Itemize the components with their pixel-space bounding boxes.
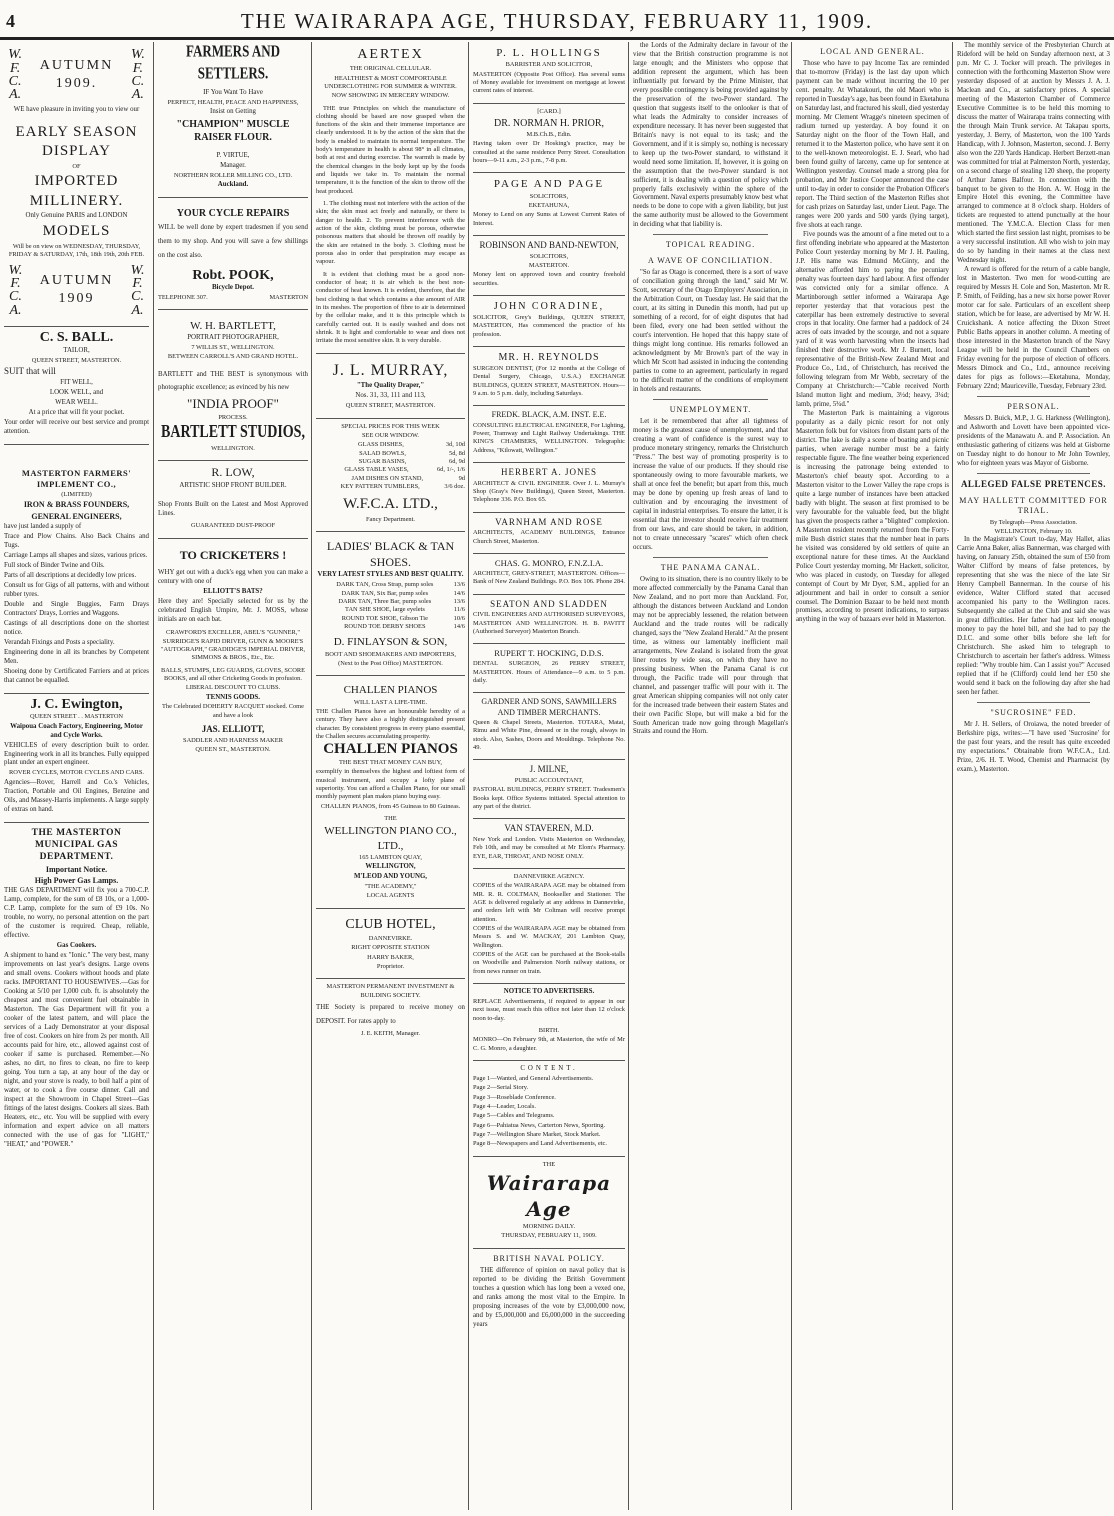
- gas-notice: Important Notice.: [45, 864, 108, 874]
- cricket-balls: BALLS, STUMPS, LEG GUARDS, GLOVES, SCORE BOOKS, and all other Cricketing Goods in profusion.: [161, 666, 305, 682]
- farmers-header: FARMERS AND SETTLERS.: [185, 42, 280, 83]
- naval-policy-heading: BRITISH NAVAL POLICY.: [493, 1253, 605, 1263]
- bartlett-between: BETWEEN CARROLL'S AND GRAND HOTEL.: [167, 353, 299, 361]
- reynolds-card: [473, 347, 625, 406]
- section-rule: [977, 396, 1090, 397]
- content-item: Page 7—Wellington Share Market, Stock Market.: [473, 1130, 601, 1138]
- farmers-item: Double and Single Buggies, Farm Drays Contractors' Drays, Lorries and Waggons.: [4, 600, 149, 617]
- hollings-card: [473, 42, 625, 104]
- pook-trade: Bicycle Depot.: [211, 284, 255, 292]
- local-continued: The monthly service of the Presbyterian Church at Rideford will be held on Sunday afternoon next, at 3 p.m. Mr C. J. Tocker will preach. The privileges in connection with the forthcoming Masterton Show were yesterday disposed of at auction by Messrs J. A. J. Maclean and Co., at satisfactory prices. A special meeting of the Masterton Chamber of Commerce Executive Committee is to be held this morning to discuss the matter of Wairarapa trains connecting with the through Main Trunk service. At Takapau sports, yesterday, J. Berry, of Masterton, won the 100 Yards Handicap, with J. Johnson, Masterton, second. J. Berry also won the 220 Yards Handicap. Herbert Berzett-man was committed for trial at Palmerston North, yesterday, on a second charge of stealing 120 sheep, the property of Arthur James Balfour. In connection with the banquet to be given to the Hon. A. W. Hogg in the Empire Hotel this evening, the Committee have arranged to commence at 8 o'clock sharp. Holders of tickets are requested to attend punctually at the hour mentioned. The Y.M.C.A. Election Class for men which started the first session last night, promises to be a very successful institution. All who wish to join may do so by handing in their names at the class next Wednesday night.: [957, 42, 1110, 265]
- tennis-goods: TENNIS GOODS.: [206, 693, 260, 701]
- advertisers-notice: [473, 984, 625, 1061]
- finlayson-name: D. FINLAYSON & SON,: [333, 636, 448, 649]
- ball-line: WEAR WELL.: [55, 399, 98, 407]
- monro-text: ARCHITECT, GREY-STREET, MASTERTON. Offices—Bank of New Zealand Buildings. P.O. Box 106. Phone 284.: [473, 569, 625, 586]
- imported-millinery-heading: IMPORTED MILLINERY.: [29, 173, 124, 209]
- birth-title: BIRTH.: [538, 1026, 560, 1034]
- wpc-address: 165 LAMBTON QUAY,: [359, 853, 422, 861]
- bartlett-wellington: WELLINGTON.: [211, 444, 255, 452]
- sucrosine-text: Mr J. H. Sellers, of Oroiawa, the noted breeder of Berkshire pigs, writes:—"I have used 'Sucrosine' for the past four years, and the result has quite exceeded my expectations." Obtainable from W.F.C.A., Ltd. Prize, 2/6. H. T. Wood, Chemist and Pharmacist (by exam.), Masterton.: [957, 720, 1110, 773]
- pook-phone: TELEPHONE 307.: [158, 294, 208, 302]
- farmers-item: Carriage Lamps all shapes and sizes, various prices.: [4, 552, 148, 560]
- finlayson-address: (Next to the Post Office) MASTERTON.: [338, 659, 443, 667]
- monro-card: [473, 554, 625, 595]
- aertex-principles: 1. The clothing must not interfere with the action of the skin; the skin must act freely and naturally, or there is danger to health. 2. To prevent interference with the action of the skin, clothing must be porous, otherwise poisonous matters that should be thrown off readily by the skin are retained in the body. 3. Clothing must be porous also in order that perspiration may escape as vapour.: [316, 200, 465, 266]
- wpc-name: WELLINGTON PIANO CO., LTD.,: [324, 825, 457, 852]
- aertex-evident: It is evident that clothing must be a good non-conductor of heat; it is air which is the best non-conductor of heat known. It is evident, therefore, that the best clothing is that which contains a due amount of AIR in its meshes. The proportion of fibre to air is determined by the cellular make, and it is this principle which is carefully carried out. It is easily washed and does not shrink. It is light and comfortable to wear and does not irritate the most sensitive skin. It is very durable.: [316, 270, 465, 345]
- robinson-name: ROBINSON AND BAND-NEWTON,: [479, 239, 619, 250]
- section-rule: [653, 234, 768, 235]
- murray-name: J. L. MURRAY,: [332, 361, 449, 379]
- farmers-item: Shoeing done by Certificated Farriers and at prices that cannot be equalled.: [4, 667, 149, 684]
- ball-name: C. S. BALL.: [39, 330, 114, 346]
- nameplate-the: THE: [542, 1160, 556, 1168]
- birth-text: MONRO—On February 9th, at Masterton, the wife of Mr C. G. Monro, a daughter.: [473, 1036, 625, 1052]
- bartlett-address: 7 WILLIS ST., WELLINGTON.: [191, 343, 275, 351]
- alleged-dateline: WELLINGTON, February 10.: [994, 527, 1073, 535]
- club-proprietor: Proprietor.: [376, 962, 405, 970]
- of-text: OF: [72, 162, 81, 170]
- nameplate-title: Wairarapa Age: [486, 1170, 612, 1221]
- cycle-text: WILL be well done by expert tradesmen if you send them to my shop. And you will save a few shillings on the cost also.: [158, 224, 308, 259]
- panama-heading: THE PANAMA CANAL.: [660, 562, 761, 572]
- robinson-card: [473, 236, 625, 296]
- section-rule: [977, 702, 1090, 703]
- ewington-agents: Agencies—Rover, Harrell and Co.'s Vehicles, Traction, Portable and Oil Engines, Benzine and Oils, and Massey-Harris implements. A large supply of extras on hand.: [4, 778, 149, 813]
- gardner-name: GARDNER AND SONS, SAWMILLERS AND TIMBER MERCHANTS.: [481, 697, 617, 717]
- content-item: Page 6—Pahiatua News, Carterton News, Sporting.: [473, 1121, 606, 1129]
- murray-sub: "The Quality Draper,": [356, 382, 425, 390]
- models-heading: MODELS: [42, 223, 111, 240]
- challen-title: CHALLEN PIANOS: [343, 684, 438, 697]
- ewington-co: Waipoua Coach Factory, Engineering, Motor and Cycle Works.: [10, 722, 143, 739]
- content-item: Page 1—Wanted, and General Advertisements.: [473, 1074, 594, 1082]
- club-town: DANNEVIRKE.: [368, 934, 413, 942]
- finlayson-trade: BOOT AND SHOEMAKERS AND IMPORTERS,: [324, 650, 457, 658]
- farmers-item: Parts of all descriptions at decidedly low prices.: [4, 571, 137, 579]
- auckland-text: Auckland.: [217, 181, 249, 189]
- ball-tailor-advert: [4, 327, 149, 444]
- content-item: Page 5—Cables and Telegrams.: [473, 1112, 555, 1120]
- pook-town: MASTERTON: [269, 294, 308, 302]
- contents-title: CONTENT.: [520, 1064, 578, 1072]
- milne-name: J. MILNE,: [529, 764, 569, 775]
- club-name: CLUB HOTEL,: [345, 916, 436, 932]
- vanstaveren-name: VAN STAVEREN, M.D.: [504, 823, 594, 834]
- danne-title: DANNEVIRKE AGENCY.: [513, 873, 585, 881]
- farmers-limited: (LIMITED): [61, 491, 92, 498]
- newspaper-nameplate: [473, 1157, 625, 1249]
- hollings-name: P. L. HOLLINGS: [496, 47, 602, 59]
- prior-degree: M.B.Ch.B., Edin.: [526, 130, 572, 138]
- specials-title: SPECIAL PRICES FOR THIS WEEK: [341, 422, 440, 430]
- club-right: RIGHT OPPOSITE STATION: [351, 944, 430, 952]
- aertex-show: NOW SHOWING IN MERCERY WINDOW.: [331, 92, 450, 100]
- wfca-logo-row-bottom: [4, 260, 149, 320]
- aertex-heading: AERTEX: [357, 47, 424, 62]
- ball-trade: TAILOR,: [63, 347, 90, 355]
- topical-heading: TOPICAL READING.: [665, 240, 756, 250]
- wfca-monogram: W. F. C. A.: [130, 47, 145, 103]
- cricket-brands: CRAWFORD'S EXCELLER, ABEL'S "GUNNER," SURRIDGE'S RAPID DRIVER, GUNN & MOORE'S "AUTOGRAPH," GRADIDGE'S IMPERIAL DRIVER, SIMMONS & BROS., Etc., Etc.: [160, 629, 306, 662]
- bartlett-text: BARTLETT and THE BEST is synonymous with photographic excellence; as evinced by his new: [158, 370, 308, 392]
- panama-text: Owing to its situation, there is no country likely to be more affected commercially by the Panama Canal than New Zealand, and no port more than Auckland. For, although the distances between Auckland and London may not be appreciably lessened, the relation between Auckland and the trade routes will be radically changed, says the "New Zealand Herald." At the present time, as witness our lamentably inefficient mail arrangements, New Zealand is isolated from the great liner routes by wide seas, on which they have no pressing business. When the Panama Canal is cut through, the Pacific trade will pour through that channel, and passenger traffic will pour with it. The great American shipping companies will not only cater for the increased trade between their eastern States and their own Pacific Slope, but will make a bid for the South American trade now going through Magellan's Straits and round the Horn.: [633, 576, 788, 736]
- milne-text: PASTORAL BUILDINGS, PERRY STREET. Tradesmen's Books kept. Office Systems initiated. Special attention to any part of the district.: [473, 786, 625, 811]
- tennis-text: The Celebrated DOHERTY RACQUET stocked. Come and have a look: [162, 703, 304, 719]
- hocking-card: [473, 644, 625, 693]
- mpib-keith: J. E. KEITH, Manager.: [360, 1029, 421, 1037]
- gas-lamps: High Power Gas Lamps.: [34, 876, 119, 886]
- low-name: R. LOW,: [211, 464, 255, 479]
- autumn-intro: WE have pleasure in inviting you to view our: [13, 106, 140, 113]
- hocking-name: RUPERT T. HOCKING, D.D.S.: [494, 648, 604, 659]
- farmers-list: [4, 523, 149, 685]
- varnham-text: ARCHITECTS, ACADEMY BUILDINGS, Entrance Church Street, Masterton.: [473, 529, 625, 545]
- bartlett-advert: [158, 310, 308, 461]
- local-general-text-2: Five pounds was the amount of a fine meted out to a first offending inebriate who appeared at the Masterton Police Court yesterday morning by Mr J. H. Pauling, J.P. His name was Edmund McGinty, and the alternative afforded him to paying the pecuniary penalty was fourteen days' hard labour. A first offender was convicted only for a similar offence. A Martinborough settler informed a Wairarapa Age reporter yesterday that that voracious pest the caterpillar has been extremely destructive to several crops in that locality. One farmer had a paddock of 24 acres of oats invaded by the scourge, and not a square yard of it was worth harvesting when the insects had finished their destructive work. Mr J. Burnett, local representative of the British-New Zealand Meat and Produce Co., Ltd., of Christchurch, has received the following telegram from Mr Webb, secretary of the Company at Christchurch:—"Cable received North Island mutton light and medium, 3½d; heavy, 3¼d; lamb, prime, 5¾d.": [796, 230, 949, 409]
- list-item: ROUND TOE DERBY SHOES 14/6: [344, 623, 465, 630]
- wpc-town: WELLINGTON,: [365, 863, 416, 871]
- local-agents: LOCAL AGENTS: [366, 892, 415, 900]
- reynolds-text: SURGEON DENTIST, (For 12 months at the College of Dental Surgery, Chicago, U.S.A.) EXCHANGE BUILDINGS, QUEEN STREET, MASTERTON. Hours—9 a.m. to 5 p.m. daily, including Saturdays.: [473, 364, 625, 397]
- ladies-sub: VERY LATEST STYLES AND BEST QUALITY.: [317, 571, 464, 579]
- naval-policy-continued: the Lords of the Admiralty declare in favour of the view that the British construction programme is not large enough; and the Ministers who oppose that addition represent the argument, which has been influentially put forward by the Prime Minister, that every possible contingency is being provided against by the preservation of the two-Power standard. The question that suggests itself to the onlooker is that of what leads the Admiralty to consider increases of expenditure necessary. It has never been suggested that Britain's navy is not equal to its task; and the Government, and if it is simply so, nothing is necessary to keep up the two-Power standard, to withstand it would need some limitation. If, however, it is going on the assumption that the two-Power standard is not sufficient, it is dealing with a question of policy which properly falls exclusively within the sphere of the Government. Naval experts presumably know best what needs to be done to cope with a given liability, but just the same authority must be allowed to the Government in deciding what that liability is.: [633, 42, 788, 229]
- cricketers-advert: [158, 539, 308, 762]
- hollings-trade: BARRISTER AND SOLICITOR,: [505, 61, 593, 69]
- varnham-name: VARNHAM AND ROSE: [495, 516, 603, 527]
- murray-nos: Nos. 31, 33, 111 and 113,: [355, 392, 426, 400]
- naval-policy-text: THE difference of opinion on naval policy that is reported to be dividing the British Government touches a question which has long been a vexed one, and ranks among the most vital to the Empire. In proposing increases of the vote by £3,000,000 now, and by £5,000,000 and £6,000,000 in the succeeding years: [473, 1266, 625, 1328]
- cricket-text: Here they are! Specially selected for us by the celebrated English Umpire, Mr. J. MOSS, whose initials are on each bat.: [158, 598, 308, 624]
- low-guarantee: GUARANTEED DUST-PROOF: [190, 522, 276, 530]
- list-item: JAM DISHES ON STAND, 9d: [351, 474, 465, 482]
- black-card: [473, 406, 625, 463]
- vanstaveren-text: New York and London. Visits Masterton on Wednesday, Feb 10th, and may be consulted at Mr Elom's Pharmacy. EYE, EAR, THROAT, AND NOSE ONLY.: [473, 836, 625, 860]
- ball-suit: SUIT that will: [4, 366, 56, 377]
- low-builder-advert: [158, 461, 308, 539]
- bartlett-name: W. H. BARTLETT,: [190, 319, 276, 332]
- vanstaveren-card: [473, 819, 625, 869]
- local-general-heading: LOCAL AND GENERAL.: [820, 47, 925, 56]
- cordine-name: JOHN CORADINE,: [493, 300, 605, 312]
- farmers-implement-advert: [4, 445, 149, 694]
- wave-heading: A WAVE OF CONCILIATION.: [648, 255, 773, 265]
- column-7: [953, 42, 1114, 1512]
- wfca-logo-row: [4, 45, 149, 105]
- column-5: [629, 42, 792, 1512]
- challen-price: CHALLEN PIANOS, from 45 Guineas to 80 Guineas.: [320, 802, 461, 810]
- elliott-trade: SADDLER AND HARNESS MAKER: [183, 736, 283, 744]
- murray-address: QUEEN STREET, MASTERTON.: [345, 402, 436, 410]
- building-society-advert: [316, 979, 465, 1045]
- gardner-card: [473, 693, 625, 760]
- ewington-advert: [4, 694, 149, 823]
- page-title: THE WAIRARAPA AGE, THURSDAY, FEBRUARY 11, 1909.: [240, 9, 874, 33]
- ladies-title: LADIES' BLACK & TAN SHOES.: [326, 539, 455, 569]
- process-text: PROCESS.: [218, 414, 248, 422]
- seaton-name: SEATON AND SLADDEN: [490, 598, 608, 609]
- alleged-subheading: MAY HALLETT COMMITTED FOR TRIAL.: [959, 495, 1108, 516]
- fancy-department: Fancy Department.: [366, 515, 415, 523]
- hocking-text: DENTAL SURGEON, 26 PERRY STREET, MASTERTON. Hours of Attendance—9 a.m. to 5 p.m. daily.: [473, 660, 625, 684]
- manager-text: Manager.: [220, 162, 246, 170]
- copies-text-2: COPIES of the AGE can be purchased at the Book-stalls on Woodville and Palmerston North railway stations, or from news runner on train.: [473, 951, 625, 975]
- list-item: DARK TAN, Three Bar, pump soles 13/6: [338, 598, 465, 606]
- dannevirke-agency: [473, 869, 625, 984]
- gas-text: THE GAS DEPARTMENT will fix you a 700-C.P. Lamp, complete, for the sum of £8 10s, or a 1,000-C.P. Lamp, complete for the sum of £9 10s. No trouble, no worry, no personal attention on the part of the customer is required. Cheap, reliable, effective.: [4, 887, 149, 940]
- pook-name: Robt. POOK,: [192, 267, 274, 283]
- local-continued-2: A reward is offered for the return of a cable bangle, lost in Masterton. Two men for wood-cutting are required by Messrs H. Cole and Son, Masterton. Mr R. P. Smith, of Feilding, has a new six horse power Rover motor car for sale. Particulars of an excellent sheep station, which be for lease, are advertised by Mr W. H. Cruickshank. A notice affecting the Dixon Street Public Baths appears in another column. A meeting of those interested in the Masterton branch of the Navy League will be held in the Council Chambers on Friday evening for the purpose of election of officers. Messrs Dimock and Co., Ltd., announce receiving dates for pigs as follows:—Eketahuna, Monday, February 22nd; Mauriceville, Tuesday, February 23rd.: [957, 266, 1110, 390]
- gas-title: THE MASTERTON MUNICIPAL GAS DEPARTMENT.: [31, 827, 122, 863]
- ewington-address: QUEEN STREET . . MASTERTON: [29, 713, 124, 721]
- wave-text: "So far as Otago is concerned, there is a sort of wave of conciliation going through the land," said Mr W. Scott, secretary of the Otago Employers' Association, in the Arbitration Court, on Tuesday last. He said that the court, at its sitting in Dunedin this month, had put up something of a record, for of eight disputes that had been filed, every one had been settled without the court's intervention. He hoped that this happy state of things might long continue. His remarks followed an acknowledgment by Mr Brown's part of the way in which Mr Scott had assisted in inducing the contending parties to come to an agreement, particularly in regard to the difficult matter of the conditions of employment in hotels and restaurants.: [633, 269, 788, 393]
- unemployment-heading: UNEMPLOYMENT.: [669, 404, 752, 414]
- farmers-item: Consult us for Gigs of all patterns, with and without rubber tyres.: [4, 581, 149, 598]
- gardner-text: Queen & Chapel Streets, Masterton. TOTARA, Matai, Rimu and White Pine, dressed or in the rough, always in stock. Also, Sashes, Doors and Mouldings. Telephone No. 49.: [473, 719, 625, 752]
- alleged-byline: By Telegraph—Press Association.: [989, 519, 1078, 527]
- list-item: GLASS DISHES, 3d, 10d: [358, 441, 465, 449]
- aertex-body: THE true Principles on which the manufacture of clothing should be based are now grasped when the functions of the skin and their immense importance are clearly understood. It is by the action of the skin that the body is enabled to maintain its normal temperature. The body's temperature in health is about 98° in all climates, both at rest and during exercise. The warmth is made by the chemical changes in the body kept up by the foods and liquids we take in. To maintain the normal temperature, it is the function of the skin to throw off the heat produced.: [316, 104, 465, 195]
- bartlett-studios: BARTLETT STUDIOS,: [161, 423, 305, 443]
- column-3: [312, 42, 469, 1512]
- content-item: Page 4—Leader, Locals.: [473, 1102, 536, 1110]
- page-solicitors-card: [473, 173, 625, 236]
- perfect-text: PERFECT, HEALTH, PEACE AND HAPPINESS,: [167, 98, 299, 106]
- mpib-text: THE Society is prepared to receive money on DEPOSIT. For rates apply to: [316, 1003, 465, 1025]
- page-text: Money to Lend on any Sums at Lowest Current Rates of Interest.: [473, 211, 625, 227]
- sucrosine-heading: "SUCROSINE" FED.: [990, 707, 1077, 717]
- elliott-bats: ELLIOTT'S BATS?: [203, 588, 263, 596]
- farmers-iron: IRON & BRASS FOUNDERS,: [23, 500, 130, 510]
- challen-pianos-advert: [316, 676, 465, 909]
- view-dates: Will be on view on WEDNESDAY, THURSDAY, FRIDAY & SATURDAY, 17th, 18th 19th, 20th FEB.: [8, 242, 145, 259]
- nameplate-morning: MORNING DAILY.: [522, 1222, 576, 1230]
- jones-name: HERBERT A. JONES: [500, 466, 598, 477]
- india-proof: "INDIA PROOF": [187, 396, 279, 412]
- challen-text: THE Challen Pianos have an honourable heredity of a century. They have also a highly distinguished present character. By consistent progress in every piano essential, the Challen secures accumulating prosperity.: [316, 707, 465, 740]
- aertex-advert: [316, 42, 465, 354]
- page-town: EKETAHUNA,: [528, 201, 570, 209]
- varnham-card: [473, 513, 625, 554]
- alleged-heading: ALLEGED FALSE PRETENCES.: [960, 478, 1107, 489]
- bartlett-trade: PORTRAIT PHOTOGRAPHER,: [187, 334, 279, 341]
- challen-text-2: exemplify in themselves the highest and loftiest form of musical instrument, and occupy a lofty plane of superiority. You can afford a Challen Piano, for our small monthly payment plan makes piano buying easy.: [316, 768, 465, 801]
- prior-card: [473, 104, 625, 174]
- pook-contact: [158, 294, 308, 302]
- challen-sub: WILL LAST A LIFE-TIME.: [353, 698, 428, 706]
- elliott-address: QUEEN ST., MASTERTON.: [195, 746, 271, 754]
- list-item: SUGAR BASINS, 6d, 9d: [358, 458, 465, 466]
- gas-department-advert: [4, 823, 149, 1157]
- cycle-title: YOUR CYCLE REPAIRS: [176, 208, 290, 220]
- wfca-monogram: W. F. C. A.: [8, 262, 23, 318]
- local-general-text-3: The Masterton Park is maintaining a vigorous popularity as a daily picnic resort for not only Masterton folk but for visitors from distant parts of the district. The lake is daily a scene of boating and picnic parties, when average number must be a fairly respectable figure. The fine weather being experienced is increasing the patronage being extended to Masterton's chief beauty spot. According to a Masterton visitor to the Lower Valley the rape crops is quite a large number of instances have been attacked badly with blight. The season at first promised to be very favourable for the valuable feed, but the blight has given the prospects rather a "blighted" complexion. A Masterton resident recently returned from the Forty-mile Bush district states that the number heat in parts he visited was considered by old settlers of quite an exceptional nature for these times. At the Auckland Police Court yesterday morning, Mr Hackett, solicitor, who was placed in custody, on Tuesday for alleged contempt of Court by Mr Dyer, S.M., applied for an adjournment and bail in order to consult a senior counsel. The Dominion Bazaar to be held next month promises, according to present indications, to surpass anything in the way of bazaars ever held in Masterton.: [796, 410, 949, 624]
- alleged-text: In the Magistrate's Court to-day, May Hallet, alias Carrie Anna Baker, alias Bannerman, was charged with having, on January 25th, obtained the sum of £50 from Walter Clifford by means of false pretences, by representing that she was the niece of the late Sir Henry Campbell Bannerman. In the course of his evidence, Walter Clifford stated that accused accompanied his party to the Wellington races. Subsequently she called at the Club and said she was in great difficulties. Her father had just left enough money to pay the hotel bill, and she had to pay the D.I.C. and some other bills before she left for Christchurch. She asked him to telegraph to Christchurch to ascertain her father's address. Witness replied: "Why trouble him. Can I assist you?" Accused replied that if he (Clifford) could lend her £50 she would send it back on the following day after she had seen her father.: [957, 536, 1110, 696]
- section-rule: [653, 557, 768, 558]
- murray-advert: [316, 354, 465, 419]
- cricket-intro: WHY get out with a duck's egg when you can make a century with one of: [158, 569, 308, 586]
- black-text: CONSULTING ELECTRICAL ENGINEER, For Lighting, Power, Tramway and Light Railway Undertakings. THE KING'S CHAMBERS, WELLINGTON. Telegraphic Address, "Kilowatt, Wellington.": [473, 421, 625, 454]
- reynolds-name: MR. H. REYNOLDS: [498, 351, 600, 363]
- copies-text: COPIES of the WAIRARAPA AGE may be obtained from Messrs S. and W. MACKAY, 201 Lambton Quay, Wellington.: [473, 925, 625, 949]
- seaton-card: [473, 595, 625, 645]
- ewington-text: VEHICLES of every description built to order. Engineering work in all its branches. Fully equipped plant under an expert engineer.: [4, 741, 149, 767]
- prior-text: Having taken over Dr Hosking's practice, may be consulted at the same residence Perry Street. Consultation hours—9-11 a.m., 2-3 p.m., 7-8 p.m.: [473, 140, 625, 164]
- cordine-card: [473, 296, 625, 347]
- unemployment-text: Let it be remembered that after all tightness of money is the greatest cause of unemployment, and that creating a want of confidence is the surest way to produce monetary stringency, remarks the Christchurch "Press." The best way of promoting prosperity is to increase the value of our products. If they should rise spontaneously owing to more favourable markets, we shall at once feel the benefit; but apart from this, much may be done by opening up fresh areas of land to cultivation and by encouraging the investment of capital in industrial enterprises. To ensure the latter, it is essential that the investor should receive fair treatment from our laws, and care should be taken, in addition, not to create unnecessary "scares" which often check occurs.: [633, 418, 788, 551]
- early-season-heading: EARLY SEASON DISPLAY: [15, 123, 138, 160]
- seaton-text: CIVIL ENGINEERS AND AUTHORISED SURVEYORS, MASTERTON AND WELLINGTON. H. B. PAVITT (Authorised Surveyor) Masterton Branch.: [473, 611, 625, 635]
- list-item: GLASS TABLE VASES, 6d, 1/-, 1/6: [344, 466, 465, 474]
- gas-cookers-heading: Gas Cookers.: [56, 942, 97, 950]
- club-baker: HARRY BAKER,: [367, 953, 414, 961]
- challen-best: THE BEST THAT MONEY CAN BUY,: [339, 758, 442, 766]
- ewington-name: J. C. Ewington,: [30, 696, 123, 712]
- list-item: KEY PATTERN TUMBLERS, 3/6 doz.: [340, 483, 465, 491]
- wfca-name: W.F.C.A. LTD.,: [343, 496, 438, 513]
- personal-heading: PERSONAL.: [1007, 401, 1060, 411]
- if-you-want: IF You Want To Have: [203, 88, 263, 96]
- ball-price: At a price that will fit your pocket.: [28, 409, 125, 416]
- elliott-name: JAS. ELLIOTT,: [201, 724, 265, 735]
- champion-flour: "CHAMPION" MUSCLE RAISER FLOUR.: [176, 119, 290, 144]
- card-label: [CARD.]: [537, 107, 561, 115]
- column-4: [469, 42, 629, 1512]
- section-rule: [977, 473, 1090, 474]
- wfca-monogram: W. F. C. A.: [130, 262, 145, 318]
- ball-address: QUEEN STREET, MASTERTON.: [31, 357, 122, 365]
- column-6: [792, 42, 953, 1512]
- robinson-trade: SOLICITORS,: [529, 252, 569, 260]
- page-number: 4: [6, 11, 15, 31]
- champion-flour-advert: [158, 42, 308, 198]
- farmers-item: Engineering done in all its branches by Competent Men.: [4, 648, 149, 665]
- monro-name: CHAS. G. MONRO, F.N.Z.I.A.: [494, 557, 604, 568]
- cricket-title: TO CRICKETERS !: [179, 547, 287, 562]
- farmers-item: Full stock of Binder Twine and Oils.: [4, 561, 105, 569]
- ball-order: Your order will receive our best service and prompt attention.: [4, 418, 149, 435]
- academy-text: "THE ACADEMY,": [364, 883, 417, 891]
- section-rule: [653, 399, 768, 400]
- jones-card: [473, 463, 625, 513]
- low-trade: ARTISTIC SHOP FRONT BUILDER.: [179, 481, 287, 489]
- farmers-title: MASTERTON FARMERS' IMPLEMENT CO.,: [21, 467, 132, 489]
- autumn-heading-bottom: AUTUMN 1909: [39, 273, 114, 307]
- gas-cookers-text: A shipment to hand ex "Ionic." The very best, many improvements on last year's designs. Large ovens and small ovens. Cookers without hoods and plate racks. IMPORTANT TO HOUSEWIVES.—Gas for Cooking at 5/10 per 1,000 cub. ft. is absolutely the cheapest and most convenient fuel obtainable in Masterton. The Gas Department will fit you a cooker of the latest pattern, and will place the services of a Lady Demonstrator at your disposal free of cost. Cookers on hire from 2s per month. All accounts paid for hire, etc., allowed against cost of cooker if same is purchased. Remember.—No ashes, no dirt, no fires to clean, no fire to keep going. You turn a tap, at any hour of the day or night, and your stove is ready, to boil half a pint of water, or to cook a five course dinner. Call and inspect at the Showroom in Chapel Street—Gas fittings of the latest designs. Cookers all sizes. Bath Heaters, etc., etc. You will be supplied with every information and expert advice on all matters connected with the use of gas for "LIGHT," "HEAT," and "POWER.": [4, 952, 149, 1148]
- nameplate-date: THURSDAY, FEBRUARY 11, 1909.: [501, 1232, 597, 1240]
- hollings-address: MASTERTON (Opposite Post Office). Has several sums of Money available for investment on mortgage at lowest current rates of interest.: [473, 70, 625, 95]
- farmers-item: Verandah Fixings and Posts a speciality.: [4, 638, 115, 646]
- challen-big: CHALLEN PIANOS: [323, 741, 458, 758]
- club-hotel-advert: [316, 909, 465, 980]
- low-text: Shop Fronts Built on the Latest and Most Approved Lines.: [158, 500, 308, 517]
- mcleod-name: M'LEOD AND YOUNG,: [353, 873, 428, 881]
- autumn-heading: AUTUMN 1909.: [39, 57, 114, 91]
- page-name: PAGE AND PAGE: [493, 178, 605, 191]
- special-prices-advert: [316, 419, 465, 532]
- list-item: TAN SHE SHOE, large eyelets 11/6: [345, 606, 465, 614]
- the-text: THE: [384, 814, 397, 822]
- black-name: FREDK. BLACK, A.M. INST. E.E.: [491, 410, 607, 420]
- page-trade: SOLICITORS,: [529, 192, 569, 200]
- jones-text: ARCHITECT & CIVIL ENGINEER. Over J. L. Murray's Shop (Gray's New Buildings), Queen Street, Masterton. Telephone 336. P.O. Box 65.: [473, 479, 625, 504]
- genuine-text: Only Genuine PARIS and LONDON: [25, 212, 128, 220]
- robinson-town: MASTERTON.: [528, 261, 570, 269]
- mill-name: NORTHERN ROLLER MILLING CO., LTD.: [173, 171, 293, 179]
- list-item: ROUND TOE SHOE, Gibson Tie 10/6: [341, 614, 465, 622]
- aertex-sub: THE ORIGINAL CELLULAR.: [349, 65, 432, 73]
- aertex-line: HEALTHIEST & MOST COMFORTABLE UNDERCLOTHING FOR SUMMER & WINTER.: [324, 74, 457, 90]
- content-item: Page 3—Roseblade Conference.: [473, 1093, 556, 1101]
- robinson-text: Money lent on approved town and country freehold securities.: [473, 271, 625, 287]
- farmers-item: Trace and Plow Chains. Also Back Chains and Tugs.: [4, 533, 149, 550]
- list-item: DARK TAN, Six Bar, pump soles 14/6: [341, 589, 465, 597]
- farmers-item: have just landed a supply of: [4, 523, 82, 531]
- cordine-text: SOLICITOR, Grey's Buildings, QUEEN STREET, MASTERTON, Has commenced the practice of his profession.: [473, 313, 625, 338]
- wfca-monogram: W. F. C. A.: [8, 47, 23, 103]
- milne-trade: PUBLIC ACCOUNTANT,: [514, 777, 584, 785]
- specials-window: SEE OUR WINDOW.: [362, 432, 419, 440]
- list-item: SALAD BOWLS, 5d, 8d: [359, 449, 465, 457]
- virtue-name: P. VIRTUE,: [216, 152, 250, 160]
- ewington-rover: ROVER CYCLES, MOTOR CYCLES AND CARS.: [9, 769, 144, 777]
- column-2: [154, 42, 312, 1512]
- liberal-discount: LIBERAL DISCOUNT TO CLUBS.: [185, 684, 281, 692]
- prior-name: DR. NORMAN H. PRIOR,: [493, 117, 604, 129]
- personal-text: Messrs D. Buick, M.P., J. G. Harkness (Wellington), and Ashworth and Lovett have been appointed vice-presidents of the Manawatu A. and P. Association. An enthusiastic gathering of citizens was held at Gisborne on Tuesday night to do honour to Mr John Townley, who for eighteen years was Mayor of Gisborne.: [957, 415, 1110, 468]
- farmers-item: Castings of all descriptions done on the shortest notice.: [4, 619, 149, 636]
- ball-line: FIT WELL,: [60, 379, 93, 387]
- masthead: [0, 0, 1114, 40]
- local-general-text: Those who have to pay Income Tax are reminded that to-morrow (Friday) is the last day upon which payment can be made without incurring the 10 per cent. penalty. At Whatakouri, the old Maori who is reported in Tuesday's age, has been found in Eketahuna on Saturday last, and fractured his skull, died yesterday morning. Mr Clement Wragge's nineteen specimen of radium turned up yesterday. A boy found it on Saturday night on the floor of the Town Hall, and returned it to the Masterton police, who have sent it on to the well-known meteorologist. E. J. Searl, who had been found guilty of larceny, came up for sentence at Wellington yesterday. Counsel made a strong plea for probation, and Mr Justice Cooper announced the case until to-day in order to consider the Probation Officer's report. The Third section of the Masterton Rifles shot for cash prizes on Saturday last, under Lieut. Page. The ranges were 200 yards and 500 yards (lying target), five shots at each range.: [796, 60, 949, 229]
- contents-box: [473, 1061, 625, 1157]
- farmers-gen: GENERAL ENGINEERS,: [31, 511, 122, 521]
- danne-text: COPIES of the WAIRARAPA AGE may be obtained from MR. R. R. COLTMAN, Bookseller and Stationer. The AGE is delivered regularly at any address in Dannevirke, and orders left with Mr Coltman will receive prompt attention.: [473, 882, 625, 923]
- mpib-name: MASTERTON PERMANENT INVESTMENT & BUILDING SOCIETY.: [326, 983, 455, 999]
- adv-notice-title: NOTICE TO ADVERTISERS.: [503, 987, 595, 995]
- ball-line: LOOK WELL, and: [49, 389, 104, 397]
- content-item: Page 2—Serial Story.: [473, 1084, 529, 1092]
- milne-card: [473, 760, 625, 819]
- ladies-shoes-advert: [316, 532, 465, 676]
- list-item: DARK TAN, Cross Strap, pump soles 13/6: [336, 581, 465, 589]
- insist-text: Insist on Getting: [210, 108, 256, 116]
- column-1: [0, 42, 153, 1512]
- masthead-rule: [0, 37, 1114, 40]
- adv-notice-text: REPLACE Advertisements, if required to appear in our next issue, must reach this office not later than 12 o'clock noon to-day.: [473, 997, 625, 1022]
- wfca-autumn-advert: [4, 42, 149, 327]
- cycle-repairs-advert: [158, 198, 308, 309]
- content-item: Page 8—Newspapers and Land Advertisements, etc.: [473, 1140, 607, 1148]
